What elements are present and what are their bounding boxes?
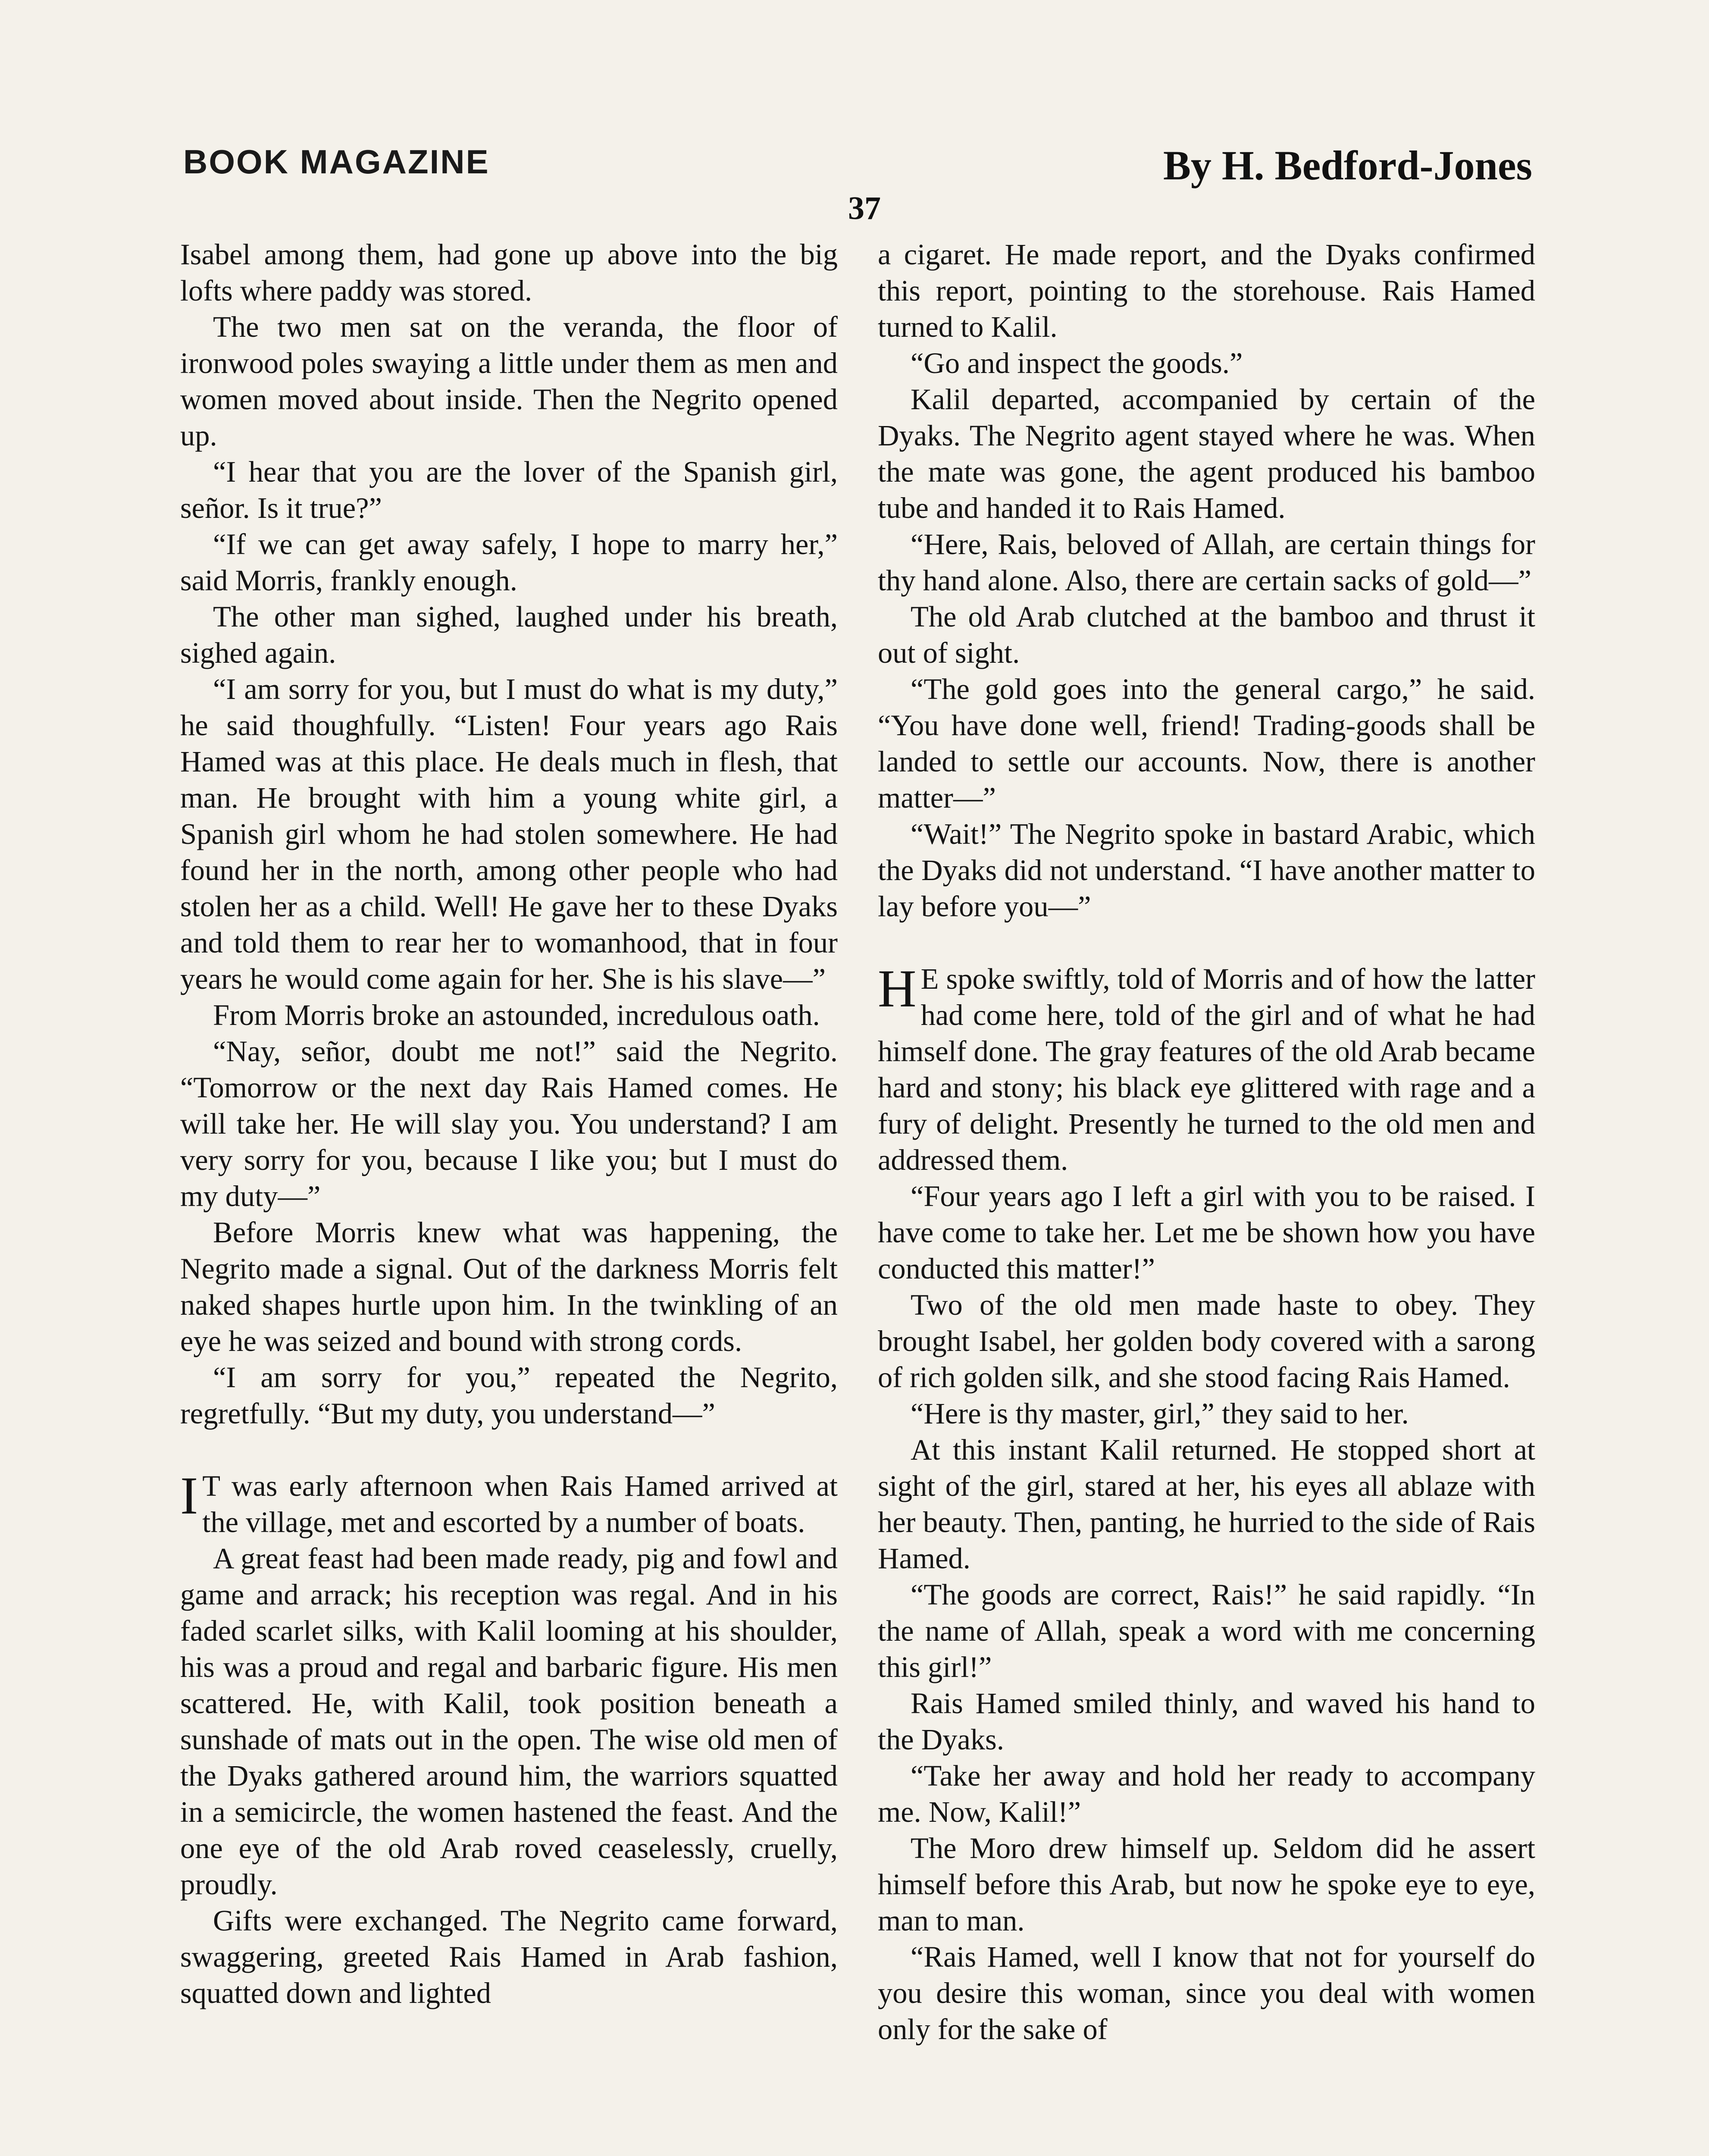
paragraph: Kalil departed, accompanied by certain of the Dyaks. The Negrito agent stayed where he was. When the mate was gone, the agent produced his bamboo tube and handed it to Rais Hamed. [878,383,1535,524]
section-start-paragraph [878,961,1535,1178]
paragraph: “Rais Hamed, well I know that not for yourself do you desire this woman, since you deal with women only for the sake of [878,1940,1535,2046]
paragraph: The old Arab clutched at the bamboo and thrust it out of sight. [878,600,1535,669]
right-text-column [878,236,1535,2047]
paragraph: “The gold goes into the general cargo,” he said. “You have done well, friend! Trading-goods shall be landed to settle our accounts. Now, there is another matter—” [878,673,1535,814]
paragraph: From Morris broke an astounded, incredulous oath. [213,999,820,1031]
paragraph: “Take her away and hold her ready to accompany me. Now, Kalil!” [878,1759,1535,1828]
page-number: 37 [848,190,881,226]
drop-cap-initial: I [180,1466,198,1525]
paragraph: a cigaret. He made report, and the Dyaks confirmed this report, pointing to the storehouse. Rais Hamed turned to Kalil. [878,238,1535,343]
publication-title: BOOK MAGAZINE [183,143,490,181]
paragraph: “The goods are correct, Rais!” he said rapidly. “In the name of Allah, speak a word with me concerning this girl!” [878,1578,1535,1683]
paragraph: “If we can get away safely, I hope to marry her,” said Morris, frankly enough. [180,528,838,597]
section-start-paragraph [180,1468,838,1540]
paragraph-text: E spoke swiftly, told of Morris and of how the latter had come here, told of the girl and of what he had himself done. The gray features of the old Arab became hard and stony; his black eye glittered with rage and a fury of delight. Presently he turned to the old men and addressed them. [878,962,1535,1176]
paragraph: A great feast had been made ready, pig and fowl and game and arrack; his reception was regal. And in his faded scarlet silks, with Kalil looming at his shoulder, his was a proud and regal and barbaric figure. His men scattered. He, with Kalil, took position beneath a sunshade of mats out in the open. The wise old men of the Dyaks gathered around him, the warriors squatted in a semicircle, the women hastened the feast. And the one eye of the old Arab roved ceaselessly, cruelly, proudly. [180,1542,838,1901]
paragraph: “Four years ago I left a girl with you to be raised. I have come to take her. Let me be shown how you have conducted this matter!” [878,1180,1535,1285]
paragraph: “Here is thy master, girl,” they said to her. [911,1397,1409,1430]
paragraph: “I am sorry for you, but I must do what is my duty,” he said thoughfully. “Listen! Four years ago Rais Hamed was at this place. He deals much in flesh, that man. He brought with him a young white girl, a Spanish girl whom he had stolen somewhere. He had found her in the north, among other people who had stolen her as a child. Well! He gave her to these Dyaks and told them to rear her to womanhood, that in four years he would come again for her. She is his slave—” [180,673,838,995]
drop-cap-initial: H [878,959,917,1018]
left-text-column [180,236,838,2011]
paragraph: Rais Hamed smiled thinly, and waved his hand to the Dyaks. [878,1687,1535,1756]
paragraph: The Moro drew himself up. Seldom did he assert himself before this Arab, but now he spoke eye to eye, man to man. [878,1832,1535,1937]
paragraph: The other man sighed, laughed under his breath, sighed again. [180,600,838,669]
paragraph: Gifts were exchanged. The Negrito came forward, swaggering, greeted Rais Hamed in Arab fashion, squatted down and lighted [180,1904,838,2009]
paragraph-text: T was early afternoon when Rais Hamed arrived at the village, met and escorted by a number of boats. [202,1470,838,1539]
paragraph: “Here, Rais, beloved of Allah, are certain things for thy hand alone. Also, there are certain sacks of gold—” [878,528,1535,597]
paragraph: At this instant Kalil returned. He stopped short at sight of the girl, stared at her, his eyes all ablaze with her beauty. Then, panting, he hurried to the side of Rais Hamed. [878,1433,1535,1575]
paragraph: “Go and inspect the goods.” [911,347,1243,379]
paragraph: Isabel among them, had gone up above into the big lofts where paddy was stored. [180,238,838,307]
paragraph: Before Morris knew what was happening, the Negrito made a signal. Out of the darkness Morris felt naked shapes hurtle upon him. In the twinkling of an eye he was seized and bound with strong cords. [180,1216,838,1357]
paragraph: Two of the old men made haste to obey. They brought Isabel, her golden body covered with a sarong of rich golden silk, and she stood facing Rais Hamed. [878,1288,1535,1394]
paragraph: “I hear that you are the lover of the Spanish girl, señor. Is it true?” [180,455,838,524]
paragraph: “I am sorry for you,” repeated the Negrito, regretfully. “But my duty, you understand—” [180,1361,838,1430]
paragraph: “Nay, señor, doubt me not!” said the Negrito. “Tomorrow or the next day Rais Hamed comes. He will take her. He will slay you. You understand? I am very sorry for you, because I like you; but I must do my duty—” [180,1035,838,1213]
paragraph: “Wait!” The Negrito spoke in bastard Arabic, which the Dyaks did not understand. “I have another matter to lay before you—” [878,818,1535,923]
author-byline: By H. Bedford-Jones [1163,142,1532,188]
paragraph: The two men sat on the veranda, the floor of ironwood poles swaying a little under them as men and women moved about inside. Then the Negrito opened up. [180,310,838,452]
